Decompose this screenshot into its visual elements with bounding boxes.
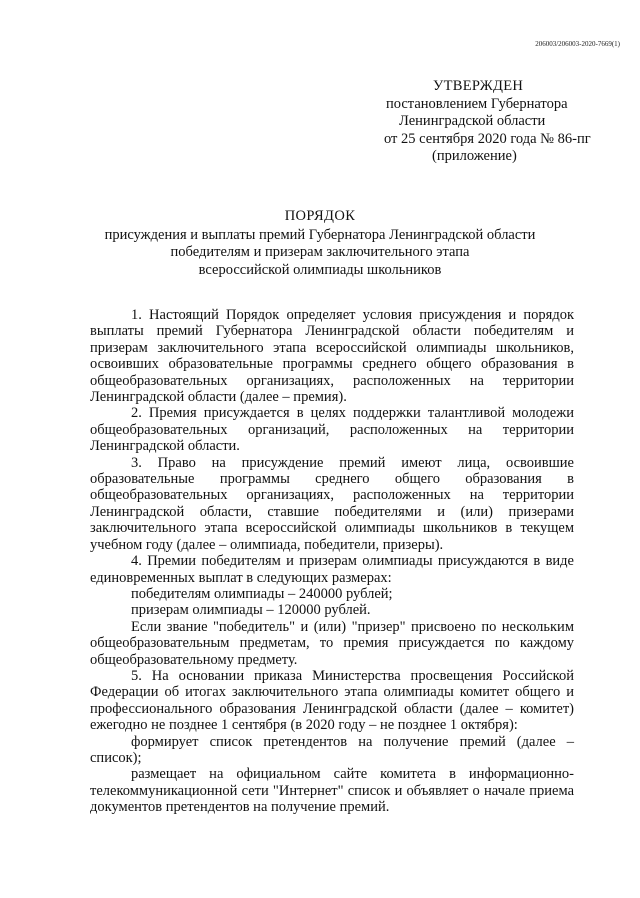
paragraph-4-item-winners: победителям олимпиады – 240000 рублей; (131, 585, 393, 602)
document-title-line-2: победителям и призерам заключительного этапа (170, 244, 470, 260)
document-title-line-1: присуждения и выплаты премий Губернатора Ленинградской области (104, 226, 536, 243)
approval-line-1: постановлением Губернатора (386, 96, 568, 112)
paragraph-5: 5. На основании приказа Министерства просвещения Российской Федерации об итогах заключительного этапа олимпиады комитет общего и профессионального образования Ленинградской области (далее – комитет) ежегодно не позднее 1 сентября (в 2020 году – не позднее 1 октября): (90, 667, 574, 734)
document-heading: ПОРЯДОК (284, 208, 356, 224)
paragraph-2: 2. Премия присуждается в целях поддержки талантливой молодежи общеобразовательных организаций, расположенных на территории Ленинградской области. (90, 405, 574, 455)
paragraph-1: 1. Настоящий Порядок определяет условия присуждения и порядок выплаты премий Губернатора Ленинградской области победителям и призерам заключительного этапа всероссийской олимпиады школьников, освоивших образовательные программы среднего общего образования в общеобразовательных организациях, расположенных на территории Ленинградской области (далее – премия). (90, 307, 574, 406)
document-title-line-3: всероссийской олимпиады школьников (198, 261, 442, 278)
paragraph-5-item-publish: размещает на официальном сайте комитета в информационно-телекоммуникационной сети "Интернет" список и объявляет о начале приема документов претендентов на получение премий. (90, 766, 574, 816)
approval-line-2: Ленинградской области (399, 113, 546, 129)
document-id: 206003/206003-2020-7669(1) (535, 40, 620, 48)
paragraph-4: 4. Премии победителям и призерам олимпиады присуждаются в виде единовременных выплат в следующих размерах: (90, 553, 574, 586)
paragraph-3: 3. Право на присуждение премий имеют лица, освоившие образовательные программы среднего общего образования в общеобразовательных организациях, расположенных на территории Ленинградской области, ставшие победителями и (или) призерами заключительного этапа всероссийской олимпиады школьников в текущем учебном году (далее – олимпиада, победители, призеры). (90, 454, 574, 553)
paragraph-5-item-list: формирует список претендентов на получение премий (далее – список); (90, 733, 574, 766)
approval-line-4: (приложение) (432, 148, 517, 164)
approval-line-3: от 25 сентября 2020 года № 86-пг (384, 131, 591, 147)
paragraph-4-note: Если звание "победитель" и (или) "призер" присвоено по нескольким общеобразовательным предметам, то премия присуждается по каждому общеобразовательному предмету. (90, 618, 574, 668)
document-body (90, 307, 574, 816)
document-title-block (60, 208, 580, 279)
approval-title: УТВЕРЖДЕН (433, 78, 524, 94)
paragraph-4-item-prizewinners: призерам олимпиады – 120000 рублей. (131, 602, 371, 619)
